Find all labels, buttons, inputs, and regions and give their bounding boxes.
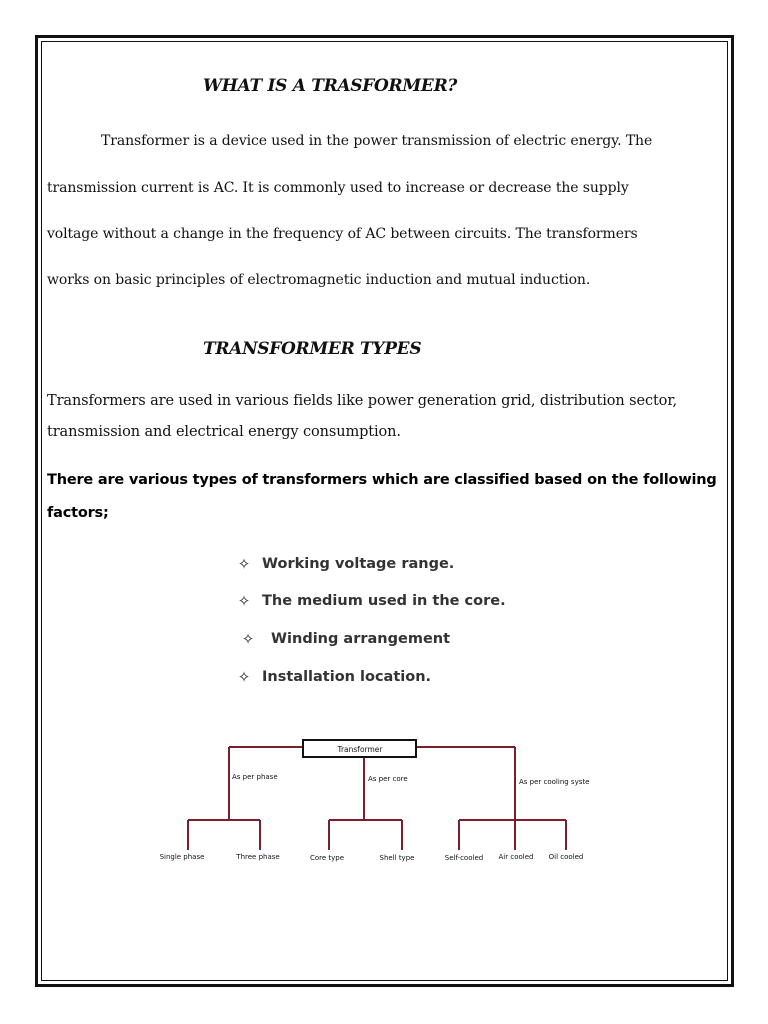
- leaf-label: Core type: [309, 854, 345, 862]
- branch-label: As per core: [368, 775, 408, 783]
- bullet-item: [236, 668, 431, 686]
- diagram-svg: [140, 732, 600, 872]
- connector-lines: [188, 747, 566, 850]
- heading-transformer-types: TRANSFORMER TYPES: [203, 339, 422, 359]
- bullet-text: Working voltage range.: [262, 556, 455, 572]
- four-point-star-icon: ✧: [241, 630, 255, 648]
- leaf-label: Oil cooled: [548, 853, 584, 861]
- intro-line: transmission current is AC. It is commonly used to increase or decrease the supply: [47, 180, 629, 196]
- branch-label: As per phase: [232, 773, 278, 781]
- four-point-star-icon: ✧: [237, 668, 251, 686]
- intro-line: voltage without a change in the frequency of AC between circuits. The transformers: [47, 226, 638, 242]
- bullet-item: [236, 555, 454, 573]
- bullet-item: [240, 630, 450, 648]
- leaf-label: Air cooled: [498, 853, 534, 861]
- bullet-text: Installation location.: [262, 669, 432, 685]
- heading-what-is-transformer: WHAT IS A TRASFORMER?: [203, 76, 458, 96]
- classify-line: factors;: [47, 505, 109, 521]
- bullet-text: Winding arrangement: [266, 631, 451, 647]
- bullet-item: [236, 592, 506, 610]
- leaf-label: Single phase: [159, 853, 205, 861]
- bullet-text: The medium used in the core.: [262, 593, 506, 609]
- leaf-label: Three phase: [236, 853, 280, 861]
- root-node-label: Transformer: [337, 745, 383, 754]
- fields-line: Transformers are used in various fields like power generation grid, distribution sector,: [47, 393, 678, 409]
- leaf-label: Self-cooled: [444, 854, 484, 862]
- fields-line: transmission and electrical energy consumption.: [47, 424, 401, 440]
- four-point-star-icon: ✧: [237, 555, 251, 573]
- branch-label: As per cooling syste: [519, 778, 590, 786]
- four-point-star-icon: ✧: [237, 592, 251, 610]
- transformer-classification-diagram: [140, 732, 600, 876]
- intro-line: works on basic principles of electromagnetic induction and mutual induction.: [47, 272, 591, 288]
- intro-line: Transformer is a device used in the power transmission of electric energy. The: [101, 133, 653, 149]
- classify-line: There are various types of transformers which are classified based on the following: [47, 472, 717, 488]
- leaf-label: Shell type: [379, 854, 415, 862]
